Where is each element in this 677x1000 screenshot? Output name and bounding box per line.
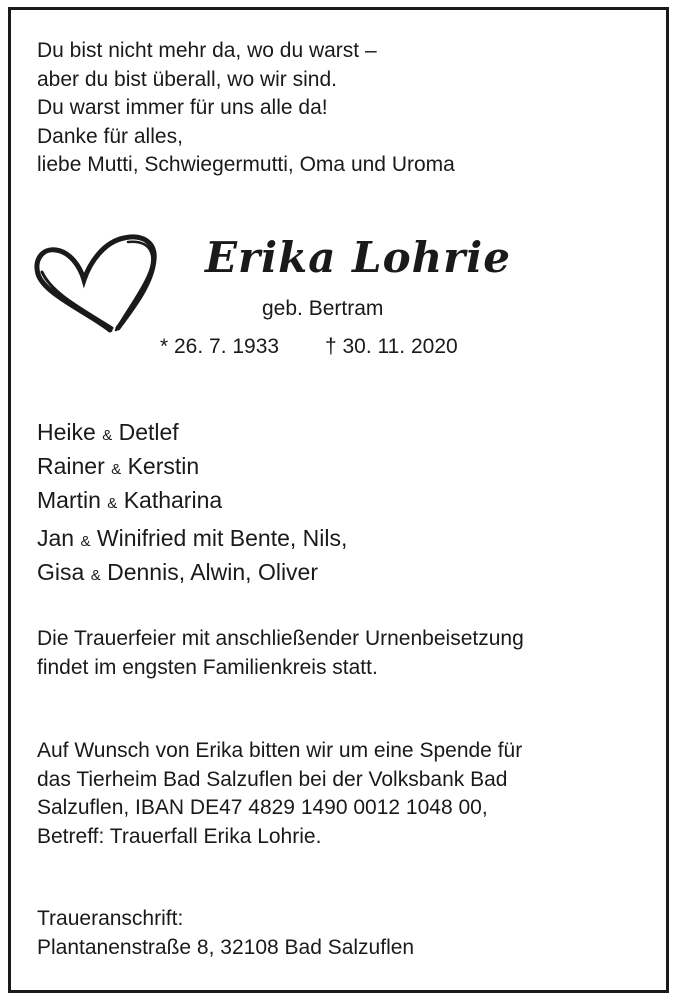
death-date: † 30. 11. 2020 (324, 335, 458, 358)
poem-line: aber du bist überall, wo wir sind. (37, 67, 337, 91)
poem-line: Du bist nicht mehr da, wo du warst – (37, 39, 377, 62)
family-member: Dennis, (107, 559, 186, 585)
ampersand: & (90, 567, 101, 584)
poem-line: Du warst immer für uns alle da! (37, 96, 328, 119)
poem (37, 37, 455, 180)
life-dates (160, 335, 458, 359)
maiden-name: geb. Bertram (262, 297, 384, 320)
heart-icon (32, 232, 162, 342)
donation-line: Betreff: Trauerfall Erika Lohrie. (37, 824, 322, 848)
family-member: Katharina (123, 487, 223, 513)
address-street: Plantanenstraße 8, 32108 Bad Salzuflen (37, 935, 415, 959)
family-member: Martin (37, 487, 101, 513)
family-list (37, 417, 347, 591)
address-label: Traueranschrift: (37, 907, 184, 930)
ampersand: & (111, 461, 122, 478)
family-member: Gisa (37, 559, 85, 585)
family-row (37, 523, 347, 557)
family-row (37, 451, 347, 485)
poem-line: liebe Mutti, Schwiegermutti, Oma und Uroma (37, 153, 455, 176)
ampersand: & (80, 533, 91, 550)
birth-date: * 26. 7. 1933 (160, 335, 280, 358)
family-row (37, 485, 347, 519)
funeral-line: Die Trauerfeier mit anschließender Urnenbeisetzung (37, 627, 524, 650)
family-row (37, 557, 347, 591)
family-member: Detlef (118, 419, 179, 445)
family-row (37, 417, 347, 451)
donation-request (37, 737, 522, 851)
family-member: Winifried (96, 525, 187, 551)
donation-line: Auf Wunsch von Erika bitten wir um eine Spende für (37, 739, 523, 762)
ampersand: & (102, 427, 113, 444)
family-grandchildren: Alwin, Oliver (190, 559, 319, 585)
donation-line: Salzuflen, IBAN DE47 4829 1490 0012 1048 00, (37, 796, 488, 819)
donation-line: das Tierheim Bad Salzuflen bei der Volksbank Bad (37, 767, 508, 791)
ampersand: & (107, 495, 118, 512)
mourning-address (37, 905, 414, 962)
family-member: Jan (37, 525, 75, 551)
family-member: Kerstin (127, 453, 200, 479)
poem-line: Danke für alles, (37, 124, 183, 148)
family-grandchildren: mit Bente, Nils, (192, 525, 348, 551)
funeral-line: findet im engsten Familienkreis statt. (37, 655, 378, 679)
family-member: Heike (37, 419, 96, 445)
family-member: Rainer (37, 453, 105, 479)
funeral-notice (37, 625, 524, 682)
deceased-name: Erika Lohrie (205, 233, 511, 282)
